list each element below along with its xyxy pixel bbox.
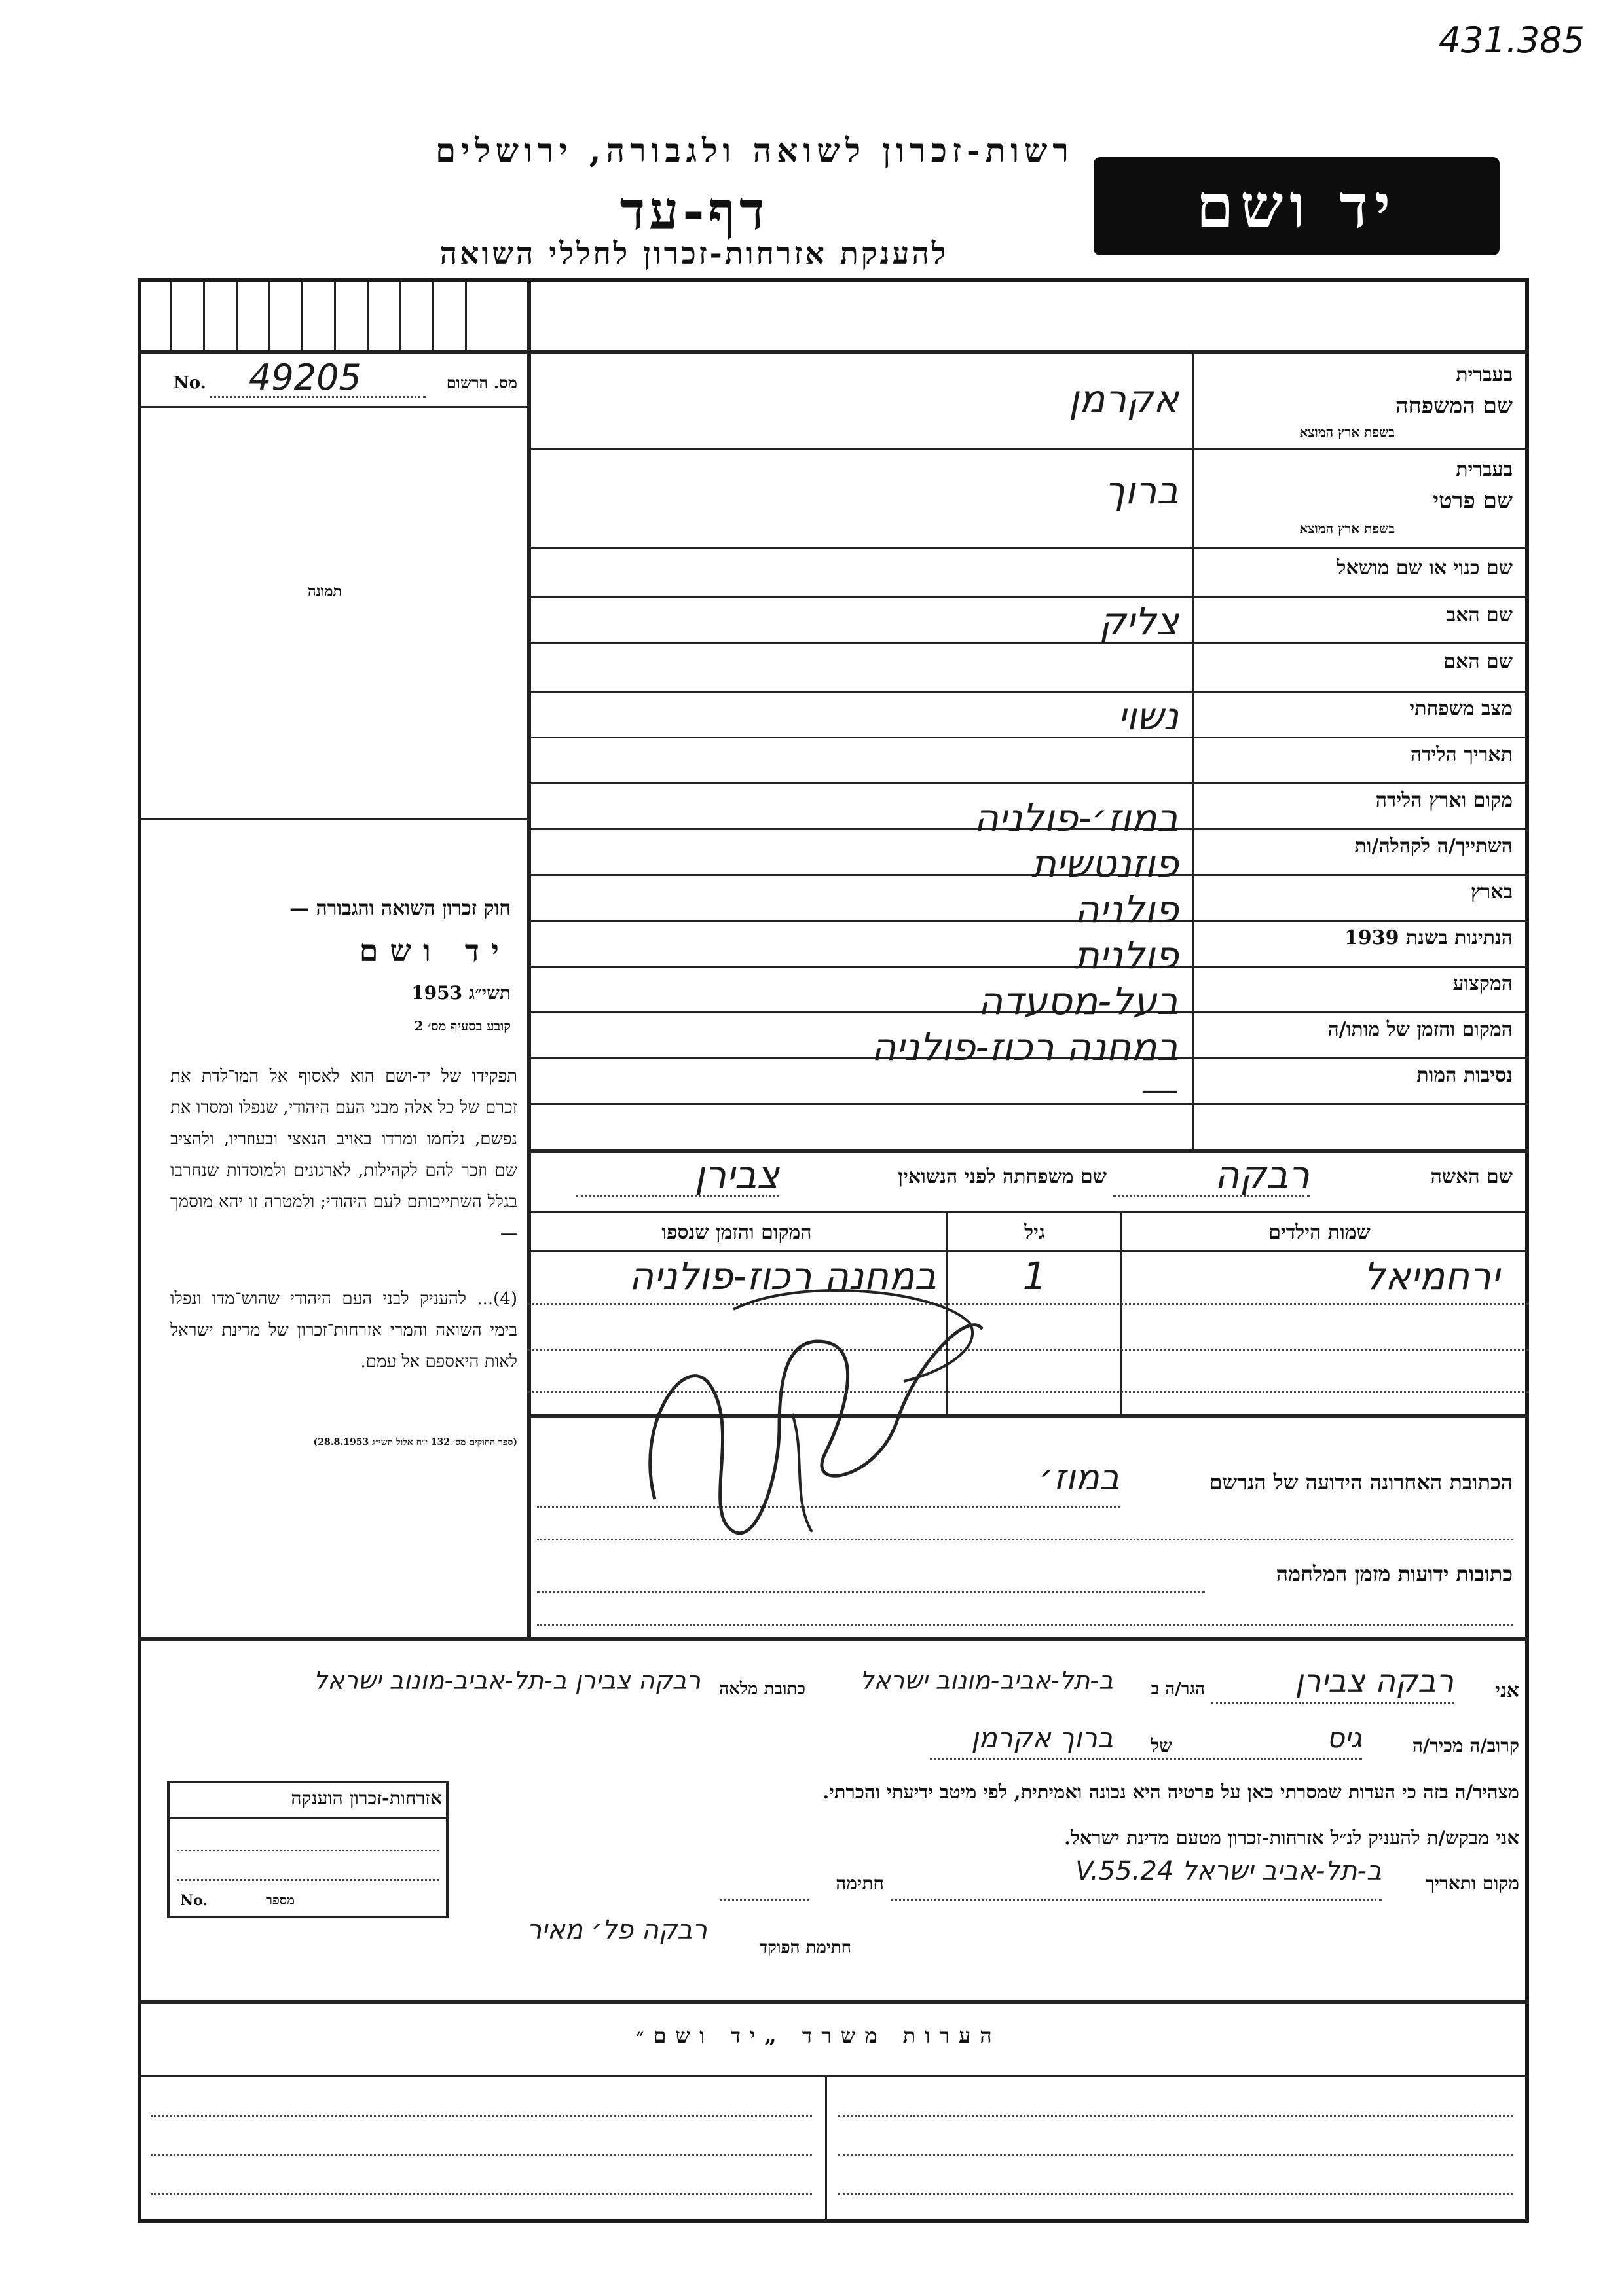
box-title-line	[167, 1817, 449, 1819]
declarant-dots	[1211, 1702, 1454, 1704]
profession-value: בעל-מסעדה	[978, 979, 1179, 1023]
hebrew-label: בעברית	[1456, 363, 1513, 386]
father-name-label: שם האב	[1446, 604, 1513, 627]
children-header-names: שמות הילדים	[1268, 1221, 1371, 1244]
registry-no-label: No.	[174, 373, 206, 393]
resident-value: ב-תל-אביב-מונוב ישראל	[859, 1666, 1113, 1695]
law-year: תשי״ג 1953	[411, 982, 511, 1004]
law-ref: קובע בסעיף מס׳ 2	[414, 1018, 511, 1034]
child-place: במחנה רכוז-פולניה	[629, 1254, 936, 1298]
left-column-divider	[527, 282, 531, 1637]
resident-label: הגר/ה ב	[1151, 1679, 1205, 1699]
family-name-label: שם המשפחה	[1395, 393, 1513, 419]
registry-label: מס. הרשום	[446, 373, 517, 392]
section-divider	[138, 1637, 1529, 1641]
marital-status-label: מצב משפחתי	[1409, 697, 1513, 720]
death-place-value: במחנה רכוז-פולניה	[871, 1025, 1179, 1069]
wartime-dots	[537, 1624, 1513, 1626]
yad-vashem-logo: יד ושם	[1094, 157, 1500, 255]
signature-dots	[720, 1899, 809, 1901]
country-label: בארץ	[1470, 881, 1513, 903]
photo-bottom-line	[138, 818, 530, 820]
maiden-name-value: צבירן	[694, 1152, 779, 1197]
father-name-value: צליק	[1099, 599, 1179, 644]
birth-place-label: מקום וארץ הלידה	[1375, 789, 1513, 812]
page-title: דף-עד	[619, 180, 769, 242]
remarks-dots	[838, 2154, 1513, 2156]
header-authority: רשות-זכרון לשואה ולגבורה, ירושלים	[435, 131, 1074, 170]
citizenship-value: פולנית	[1074, 933, 1179, 977]
box-no-label: No.	[180, 1892, 208, 1909]
wartime-addresses-label: כתובות ידועות מזמן המלחמה	[1276, 1561, 1513, 1586]
registry-number: 49205	[249, 357, 361, 398]
last-address-label: הכתובת האחרונה הידועה של הנרשם	[1209, 1470, 1513, 1495]
page-subtitle: להענקת אזרחות-זכרון לחללי השואה	[439, 236, 949, 271]
law-name: יד ושם	[359, 933, 511, 968]
death-place-label: המקום והזמן של מותו/ה	[1327, 1018, 1513, 1041]
witness-signature	[629, 1283, 995, 1571]
maiden-dots	[576, 1195, 779, 1197]
row-line	[527, 782, 1529, 784]
of-value: ברוך אקרמן	[971, 1722, 1113, 1754]
place-date-label: מקום ותאריך	[1425, 1872, 1519, 1894]
row-line	[527, 691, 1529, 693]
strip-box	[465, 282, 467, 350]
label-column-divider	[1192, 350, 1194, 1149]
remarks-top-line	[138, 2000, 1529, 2004]
children-col-line	[1120, 1211, 1122, 1414]
local-language-label: בשפת ארץ המוצא	[1299, 424, 1395, 440]
archive-number: 431.385	[1438, 20, 1585, 61]
remarks-line	[138, 2075, 1529, 2077]
request-statement: אני מבקש/ת להעניק לנ״ל אזרחות-זכרון מטעם מדינת ישראל.	[1064, 1827, 1519, 1849]
remarks-dots	[151, 2193, 812, 2195]
maiden-name-label: שם משפחתה לפני הנשואין	[898, 1165, 1107, 1188]
child-name: ירחמיאל	[1363, 1254, 1500, 1298]
strip-box	[203, 282, 205, 350]
place-date-value: ב-תל-אביב ישראל 24.V.55	[1075, 1856, 1382, 1886]
child-age: 1	[1022, 1254, 1047, 1298]
of-label: של	[1151, 1735, 1172, 1757]
photo-label: תמונה	[308, 583, 342, 600]
declarant-label: אני	[1495, 1679, 1519, 1702]
citizenship-granted-title: אזרחות-זכרון הוענקה	[291, 1787, 442, 1809]
registry-line	[138, 406, 530, 408]
strip-box	[432, 282, 434, 350]
local-language-label: בשפת ארץ המוצא	[1299, 520, 1395, 536]
children-header-line	[527, 1250, 1529, 1252]
remarks-dots	[151, 2154, 812, 2156]
law-paragraph-2: (4)... להעניק לבני העם היהודי שהוש־מדו ונפלו בימי השואה והמרי אזרחות־זכרון של מדינת ישראל לאות היאספם אל עמם.	[170, 1289, 517, 1372]
family-name-value: אקרמן	[1069, 376, 1179, 421]
community-value: פוזנטשית	[1031, 841, 1179, 886]
citizenship-label: הנתינות בשנת 1939	[1344, 926, 1513, 949]
relation-label: קרוב/ה מכיר/ה	[1412, 1735, 1519, 1757]
wife-name-value: רבקה	[1214, 1152, 1310, 1197]
official-signature-value: רבקה פל׳ מאיר	[526, 1915, 707, 1945]
birth-place-value: במוז׳-פולניה	[974, 795, 1179, 840]
box-dots	[177, 1850, 439, 1851]
wife-row-line	[527, 1211, 1529, 1213]
last-address-value: במוז׳	[1039, 1457, 1120, 1498]
strip-box	[334, 282, 336, 350]
death-circumstances-value: —	[1141, 1067, 1179, 1112]
wife-dots	[1113, 1195, 1310, 1197]
strip-box	[268, 282, 270, 350]
box-number-label: מספר	[266, 1892, 295, 1908]
office-remarks-title: הערות משרד „יד ושם״	[636, 2023, 1001, 2048]
strip-box	[301, 282, 303, 350]
first-name-value: ברוך	[1104, 468, 1179, 513]
top-strip-line	[138, 350, 1529, 354]
place-date-dots	[891, 1899, 1382, 1901]
birth-date-label: תאריך הלידה	[1410, 743, 1513, 766]
first-name-label: שם פרטי	[1433, 488, 1513, 514]
strip-box	[170, 282, 172, 350]
official-signature-label: חתימת הפוקד	[759, 1938, 851, 1958]
declaration-statement: מצהיר/ה בזה כי העדות שמסרתי כאן על פרטיה היא נכונה ואמיתית, לפי מיטב ידיעתי והכרתי.	[822, 1781, 1519, 1803]
box-dots	[177, 1879, 439, 1881]
wife-name-label: שם האשה	[1430, 1165, 1513, 1188]
hebrew-label: בעברית	[1456, 458, 1513, 481]
relation-dots	[930, 1758, 1362, 1760]
marital-status-value: נשוי	[1117, 694, 1179, 738]
law-source: (ספר החוקים מס׳ 132 י״ח אלול תשי״ג 28.8.1953)	[313, 1437, 517, 1448]
remarks-dots	[838, 2193, 1513, 2195]
remarks-dots	[151, 2115, 812, 2117]
registry-dots	[210, 396, 426, 398]
death-circumstances-label: נסיבות המות	[1416, 1064, 1513, 1087]
wartime-dots	[537, 1591, 1205, 1593]
address-label: כתובת מלאה	[719, 1679, 805, 1699]
relation-value: גיס	[1327, 1722, 1362, 1754]
row-line	[527, 448, 1529, 450]
strip-box	[367, 282, 369, 350]
law-title: חוק זכרון השואה והגבורה —	[289, 897, 511, 920]
children-header-age: גיל	[1024, 1221, 1045, 1244]
children-header-place: המקום והזמן שנספו	[661, 1221, 812, 1244]
profession-label: המקצוע	[1452, 972, 1513, 995]
address-value: רבקה צבירן ב-תל-אביב-מונוב ישראל	[313, 1666, 701, 1695]
row-line	[527, 596, 1529, 598]
declarant-value: רבקה צבירן	[1295, 1663, 1454, 1700]
remarks-col-line	[825, 2075, 827, 2223]
country-value: פולניה	[1074, 887, 1179, 932]
strip-box	[236, 282, 238, 350]
community-label: השתייך/ה לקהלה/ות	[1354, 835, 1513, 858]
row-line	[527, 547, 1529, 549]
law-paragraph-1: תפקידו של יד-ושם הוא לאסוף אל המו־לדת את זכרם של כל אלה מבני העם היהודי, שנפלו ומסרו את נפשם, נלחמו ומרדו באויב הנאצי ובעוזריו, ולהציב שם וזכר להם לקהילות, לארגונים ולמוסדות שנחרבו בגלל השתייכותם לעם היהודי; ולמטרה זו יהא מוסמך—	[170, 1066, 517, 1243]
remarks-dots	[838, 2115, 1513, 2117]
signature-label: חתימה	[836, 1872, 884, 1894]
strip-box	[399, 282, 401, 350]
mother-name-label: שם האם	[1443, 650, 1513, 673]
nickname-label: שם כנוי או שם מושאל	[1337, 556, 1513, 579]
